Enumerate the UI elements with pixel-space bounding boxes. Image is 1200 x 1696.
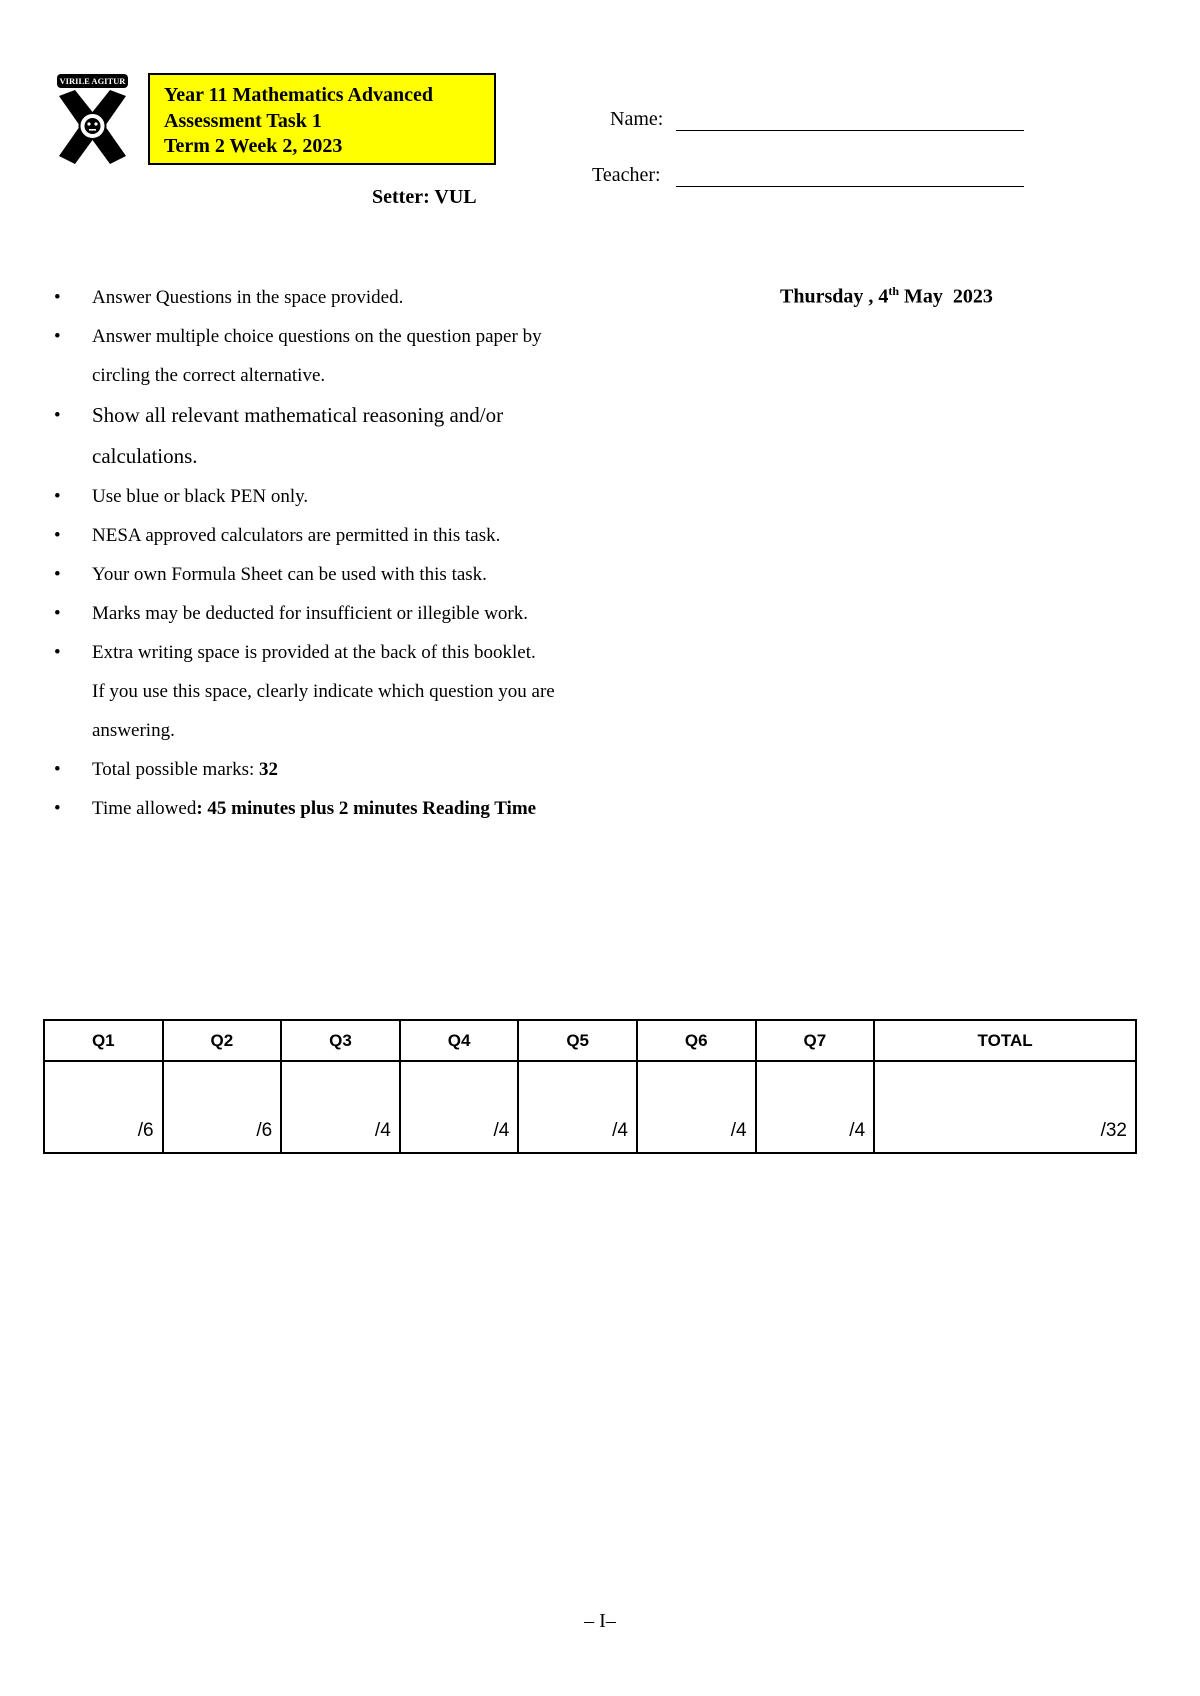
teacher-label: Teacher: xyxy=(592,164,661,186)
score-cell-total[interactable]: /32 xyxy=(874,1061,1136,1153)
name-label: Name: xyxy=(610,108,664,130)
instruction-item: • Answer multiple choice questions on the question paper by circling the correct alternative. xyxy=(54,317,674,395)
course-title: Year 11 Mathematics Advanced xyxy=(164,84,434,106)
instruction-item: • Extra writing space is provided at the back of this booklet. If you use this space, clearly indicate which question you are answering. xyxy=(54,633,674,750)
score-cell-q7[interactable]: /4 xyxy=(756,1061,875,1153)
setter-label: Setter: VUL xyxy=(372,186,477,208)
instruction-item: • Your own Formula Sheet can be used with this task. xyxy=(54,555,674,594)
date-month-year: May 2023 xyxy=(899,285,993,308)
header-total: TOTAL xyxy=(874,1020,1136,1061)
exam-date xyxy=(780,284,993,309)
score-cell-q3[interactable]: /4 xyxy=(281,1061,400,1153)
date-ordinal: th xyxy=(888,284,900,298)
assessment-title-box xyxy=(148,73,496,165)
marks-table xyxy=(43,1019,1137,1154)
score-cell-q4[interactable]: /4 xyxy=(400,1061,519,1153)
instructions-list xyxy=(54,278,674,828)
header-q2: Q2 xyxy=(163,1020,282,1061)
header-q3: Q3 xyxy=(281,1020,400,1061)
header-q6: Q6 xyxy=(637,1020,756,1061)
instruction-item: • Show all relevant mathematical reasoning and/or calculations. xyxy=(54,395,674,477)
task-title: Assessment Task 1 xyxy=(164,109,322,132)
score-cell-q1[interactable]: /6 xyxy=(44,1061,163,1153)
marks-table-score-row xyxy=(44,1061,1136,1153)
instruction-item: • Answer Questions in the space provided. xyxy=(54,278,674,317)
header-q1: Q1 xyxy=(44,1020,163,1061)
school-crest-logo xyxy=(55,74,130,166)
score-cell-q6[interactable]: /4 xyxy=(637,1061,756,1153)
term-week-title: Term 2 Week 2, 2023 xyxy=(164,135,343,157)
instruction-item-time-allowed: • Time allowed: 45 minutes plus 2 minutes Reading Time xyxy=(54,789,674,828)
marks-table-header-row xyxy=(44,1020,1136,1061)
instruction-item: • Marks may be deducted for insufficient or illegible work. xyxy=(54,594,674,633)
instruction-item: • Use blue or black PEN only. xyxy=(54,477,674,516)
instruction-item: • NESA approved calculators are permitted in this task. xyxy=(54,516,674,555)
score-cell-q5[interactable]: /4 xyxy=(518,1061,637,1153)
header-q4: Q4 xyxy=(400,1020,519,1061)
instruction-item-total-marks: • Total possible marks: 32 xyxy=(54,750,674,789)
score-cell-q2[interactable]: /6 xyxy=(163,1061,282,1153)
name-field-line[interactable] xyxy=(676,130,1024,131)
date-day: Thursday , 4 xyxy=(780,285,889,308)
header-q5: Q5 xyxy=(518,1020,637,1061)
page-number: – I– xyxy=(584,1610,616,1632)
teacher-field-line[interactable] xyxy=(676,186,1024,187)
header-q7: Q7 xyxy=(756,1020,875,1061)
svg-text:VIRILE AGITUR: VIRILE AGITUR xyxy=(59,76,126,86)
